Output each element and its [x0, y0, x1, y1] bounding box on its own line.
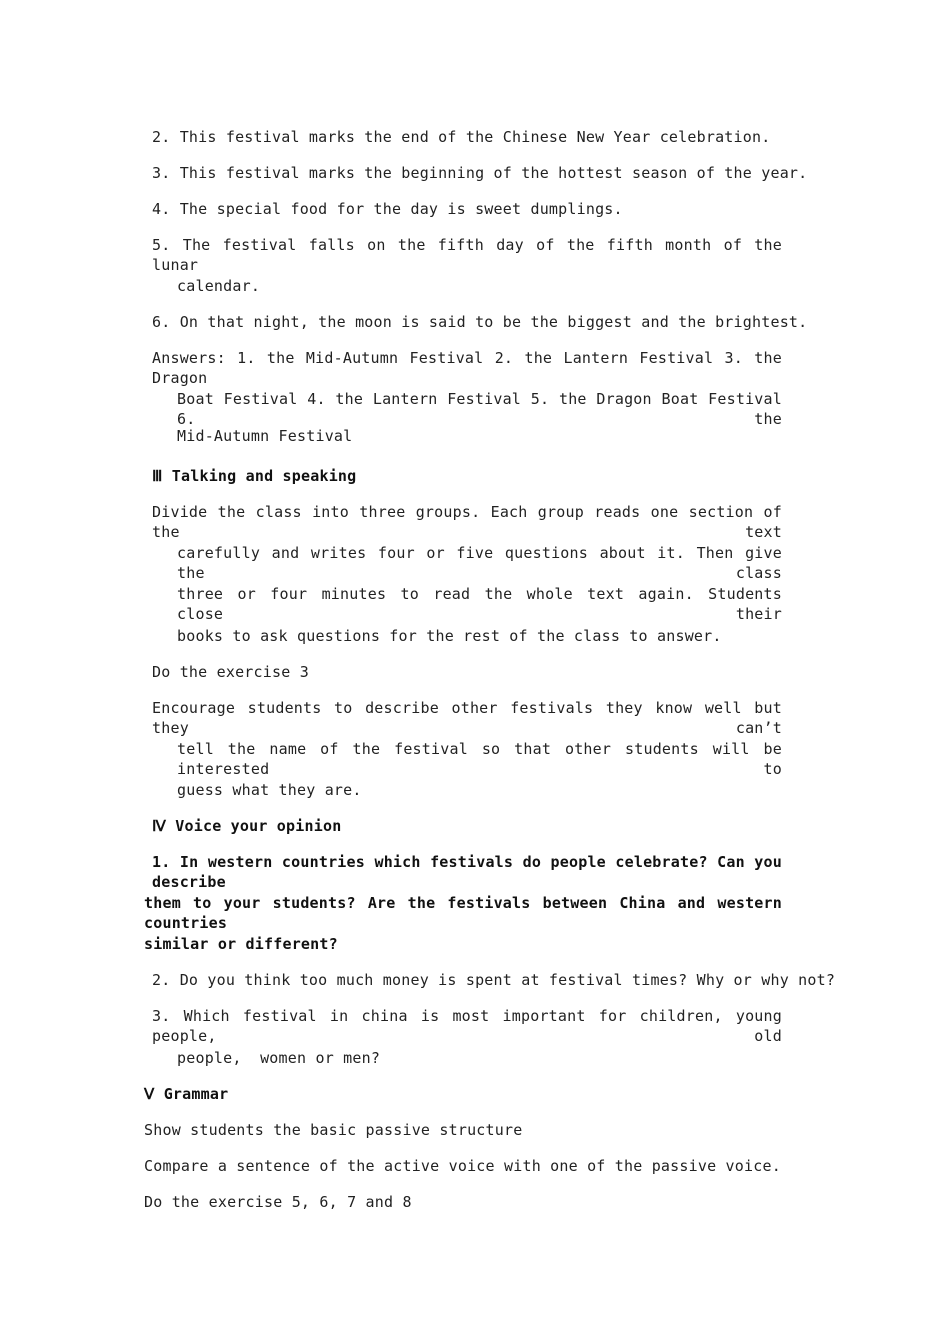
item-6: 6. On that night, the moon is said to be the biggest and the brightest.	[152, 313, 808, 331]
section-3-paragraph-2-line-2: tell the name of the festival so that other students will be interested to	[177, 740, 782, 778]
section-3-paragraph-2-line-1: Encourage students to describe other festivals they know well but they can’t	[152, 699, 782, 737]
section-4-question-3-line-1: 3. Which festival in china is most important for children, young people, old	[152, 1007, 782, 1045]
section-4-question-3-line-2: people, women or men?	[177, 1049, 381, 1067]
section-4-question-2: 2. Do you think too much money is spent at festival times? Why or why not?	[152, 971, 836, 989]
section-3-exercise: Do the exercise 3	[152, 663, 309, 681]
answers-line-1: Answers: 1. the Mid-Autumn Festival 2. the Lantern Festival 3. the Dragon	[152, 349, 782, 387]
section-4-question-1-line-1: 1. In western countries which festivals do people celebrate? Can you describe	[152, 853, 782, 891]
section-5-line-2: Compare a sentence of the active voice with one of the passive voice.	[144, 1157, 781, 1175]
section-3-paragraph-1-line-1: Divide the class into three groups. Each group reads one section of the text	[152, 503, 782, 541]
item-4: 4. The special food for the day is sweet dumplings.	[152, 200, 623, 218]
section-3-paragraph-1-line-2: carefully and writes four or five questions about it. Then give the class	[177, 544, 782, 582]
item-5-line-2: calendar.	[177, 277, 261, 295]
section-3-paragraph-1-line-3: three or four minutes to read the whole text again. Students close their	[177, 585, 782, 623]
item-2: 2. This festival marks the end of the Chinese New Year celebration.	[152, 128, 771, 146]
section-5-line-1: Show students the basic passive structure	[144, 1121, 523, 1139]
section-4-question-1-line-2: them to your students? Are the festivals between China and western countries	[144, 894, 782, 932]
section-5-line-3: Do the exercise 5, 6, 7 and 8	[144, 1193, 412, 1211]
section-4-heading: Ⅳ Voice your opinion	[152, 817, 342, 835]
item-5-line-1: 5. The festival falls on the fifth day of the fifth month of the lunar	[152, 236, 782, 274]
section-3-heading: Ⅲ Talking and speaking	[152, 467, 357, 485]
section-3-paragraph-1-line-4: books to ask questions for the rest of the class to answer.	[177, 627, 722, 645]
section-4-question-1-line-3: similar or different?	[144, 935, 338, 953]
item-3: 3. This festival marks the beginning of the hottest season of the year.	[152, 164, 808, 182]
answers-line-2: Boat Festival 4. the Lantern Festival 5. the Dragon Boat Festival 6. the	[177, 390, 782, 428]
section-5-heading: Ⅴ Grammar	[144, 1085, 229, 1103]
section-3-paragraph-2-line-3: guess what they are.	[177, 781, 362, 799]
answers-line-3: Mid-Autumn Festival	[177, 427, 353, 445]
